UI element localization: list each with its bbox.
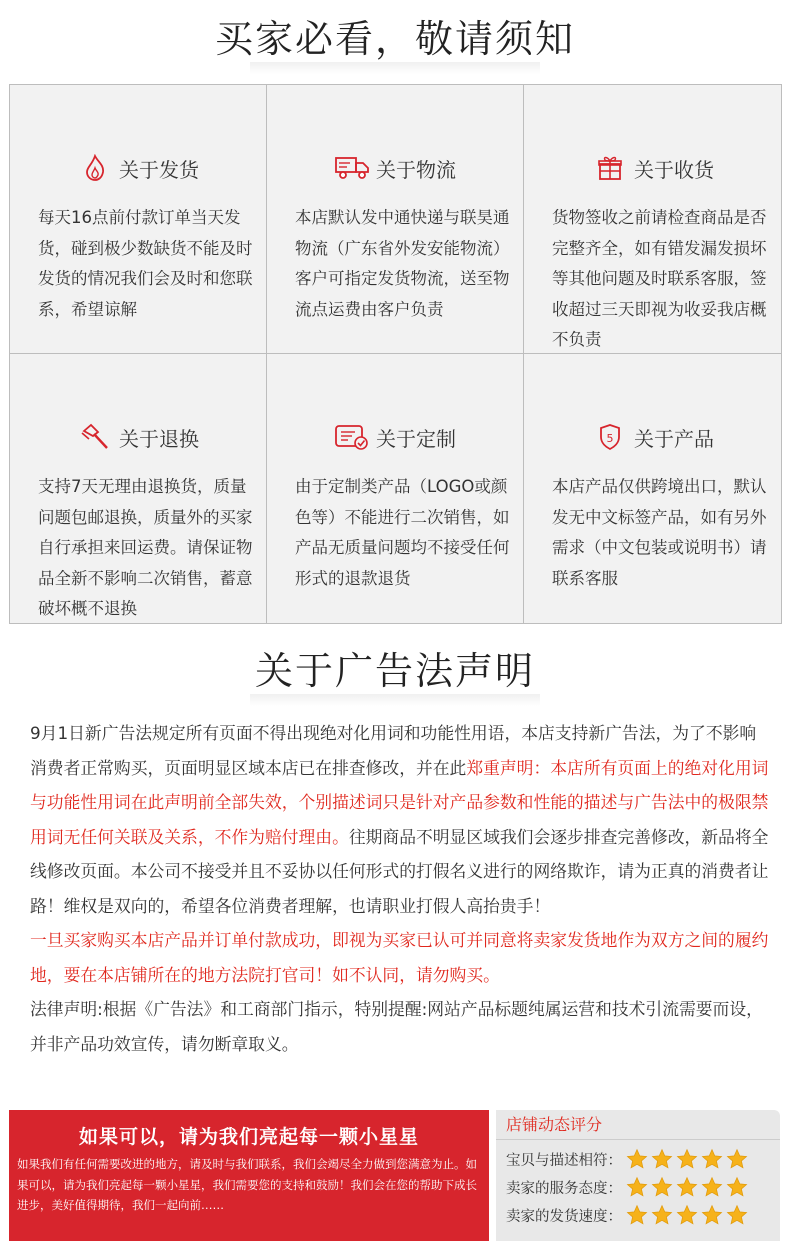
star-icon[interactable] <box>676 1148 698 1170</box>
cell-text: 货物签收之前请检查商品是否完整齐全，如有错发漏发损坏等其他问题及时联系客服，签收超过三天即视为收妥我店概不负责 <box>552 208 767 349</box>
star-icon[interactable] <box>676 1204 698 1226</box>
notice-title: 买家必看，敬请须知 <box>214 17 575 61</box>
cell-text: 每天16点前付款订单当天发货，碰到极少数缺货不能及时发货的情况我们会及时和您联系，希望谅解 <box>38 208 253 319</box>
star-icon[interactable] <box>701 1176 723 1198</box>
star-icon[interactable] <box>651 1176 673 1198</box>
title-underline <box>250 62 540 74</box>
cell-custom <box>267 354 524 624</box>
star-icon[interactable] <box>651 1148 673 1170</box>
rating-row-service <box>506 1176 751 1198</box>
flame-icon <box>77 153 113 183</box>
rating-label: 卖家的服务态度： <box>506 1180 622 1197</box>
shop-rating-panel <box>496 1110 780 1241</box>
cell-returns <box>10 354 267 624</box>
cell-receiving <box>524 85 782 354</box>
cell-text: 由于定制类产品（LOGO或颜色等）不能进行二次销售，如产品无质量问题均不接受任何形式的退款退货 <box>295 477 510 588</box>
cell-logistics <box>267 85 524 354</box>
declaration-highlight: 郑重声明：本店所有页面上的绝对化用词与功能性用词在此声明前全部失效，个别描述词只是针对产品参数和性能的描述与广告法中的极限禁用词无任何关联及关系，不作为赔付理由。 <box>30 757 769 847</box>
cell-text: 本店默认发中通快递与联昊通物流（广东省外发安能物流）客户可指定发货物流，送至物流点运费由客户负责 <box>295 208 510 319</box>
ad-law-title: 关于广告法声明 <box>254 649 535 693</box>
star-icon[interactable] <box>701 1204 723 1226</box>
star-icon[interactable] <box>726 1204 748 1226</box>
svg-text:5: 5 <box>606 432 614 445</box>
banner-text: 如果我们有任何需要改进的地方，请及时与我们联系，我们会竭尽全力做到您满意为止。如果可以，请为我们亮起每一颗小星星，我们需要您的支持和鼓励！我们会在您的帮助下成长进步，美好值得期待，我们一起向前…… <box>17 1157 477 1212</box>
star-icon[interactable] <box>726 1148 748 1170</box>
rating-row-shipping <box>506 1204 751 1226</box>
star-rating[interactable] <box>626 1176 751 1198</box>
document-check-icon <box>334 422 370 452</box>
cell-shipping <box>10 85 267 354</box>
star-icon[interactable] <box>676 1176 698 1198</box>
star-icon[interactable] <box>726 1176 748 1198</box>
truck-icon <box>334 153 370 183</box>
declaration-highlight: 一旦买家购买本店产品并订单付款成功，即视为买家已认可并同意将卖家发货地作为双方之间的履约地，要在本店铺所在的地方法院打官司！如不认同，请勿购买。 <box>30 930 769 985</box>
star-icon[interactable] <box>651 1204 673 1226</box>
shield-icon <box>592 422 628 452</box>
title-underline <box>250 694 540 706</box>
declaration-text: 往期商品不明显区域我们会逐步排查完善修改，新品将全线修改页面。本公司不接受并且不妥协以任何形式的打假名义进行的网络欺诈，请为正真的消费者让路！维权是双向的，希望各位消费者理解，也请职业打假人高抬贵手！ <box>30 826 769 916</box>
star-request-banner <box>9 1110 489 1241</box>
rating-label: 卖家的发货速度： <box>506 1208 622 1225</box>
rating-title: 店铺动态评分 <box>506 1115 603 1134</box>
notice-grid <box>9 84 782 624</box>
star-icon[interactable] <box>626 1204 648 1226</box>
banner-title: 如果可以，请为我们亮起每一颗小星星 <box>78 1126 419 1148</box>
rating-row-description <box>506 1148 751 1170</box>
cell-label: 关于发货 <box>119 157 199 182</box>
gift-icon <box>592 153 628 183</box>
cell-label: 关于产品 <box>634 426 714 451</box>
cell-label: 关于定制 <box>376 426 456 451</box>
hammer-icon <box>77 422 113 452</box>
star-icon[interactable] <box>626 1176 648 1198</box>
star-rating[interactable] <box>626 1148 751 1170</box>
cell-label: 关于收货 <box>634 157 714 182</box>
ad-law-declaration <box>30 716 770 1061</box>
rating-label: 宝贝与描述相符： <box>506 1152 622 1169</box>
cell-label: 关于退换 <box>119 426 199 451</box>
star-icon[interactable] <box>626 1148 648 1170</box>
star-rating[interactable] <box>626 1204 751 1226</box>
cell-label: 关于物流 <box>376 157 456 182</box>
legal-statement: 法律声明:根据《广告法》和工商部门指示，特别提醒:网站产品标题纯属运营和技术引流需要而设，并非产品功效宣传，请勿断章取义。 <box>30 999 763 1054</box>
declaration-paragraph <box>30 716 770 923</box>
cell-text: 支持7天无理由退换货，质量问题包邮退换，质量外的买家自行承担来回运费。请保证物品全新不影响二次销售，蓄意破坏概不退换 <box>38 477 253 618</box>
cell-text: 本店产品仅供跨境出口，默认发无中文标签产品，如有另外需求（中文包装或说明书）请联系客服 <box>552 477 767 588</box>
star-icon[interactable] <box>701 1148 723 1170</box>
cell-product <box>524 354 782 624</box>
declaration-text: 9月1日新广告法规定所有页面不得出现绝对化用词和功能性用语，本店支持新广告法，为了不影响消费者正常购买，页面明显区域本店已在排查修改，并在此 <box>30 723 757 778</box>
